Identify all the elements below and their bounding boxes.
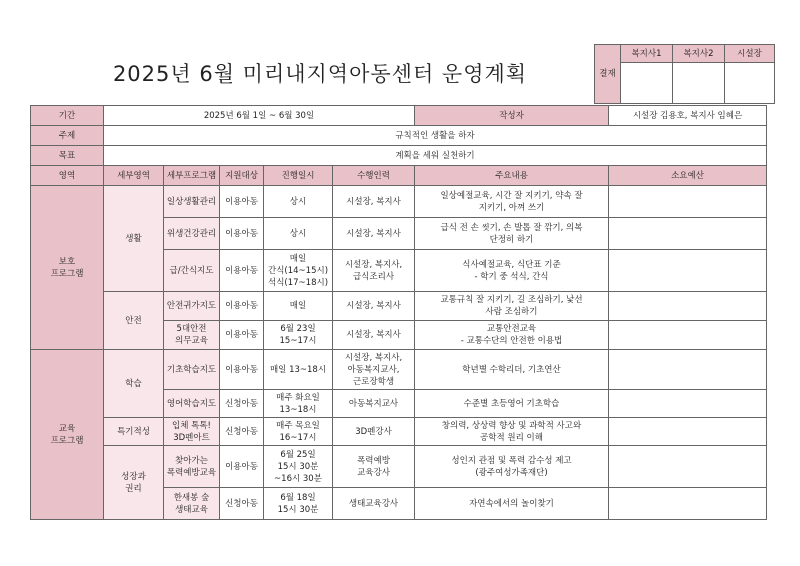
area-education: 교육 프로그램: [31, 350, 104, 520]
schedule-cell: 매주 목요일 16~17시: [264, 418, 333, 446]
column-header: 진행일시: [264, 166, 333, 186]
budget-cell: [609, 390, 767, 418]
schedule-cell: 매주 화요일 13~18시: [264, 390, 333, 418]
budget-cell: [609, 446, 767, 488]
period-label: 기간: [31, 106, 104, 126]
staff-cell: 시설장, 복지사: [333, 218, 415, 250]
content-cell: 수준별 초등영어 기초학습: [415, 390, 609, 418]
target-cell: 이용아동: [220, 446, 264, 488]
table-row: [31, 186, 767, 218]
content-cell: 일상예절교육, 시간 잘 지키기, 약속 잘 지키기, 아껴 쓰기: [415, 186, 609, 218]
program-cell: 기초학습지도: [164, 350, 220, 390]
approval-role: 복지사2: [673, 45, 725, 63]
author-label: 작성자: [415, 106, 609, 126]
schedule-cell: 매일 간식(14~15시) 석식(17~18시): [264, 250, 333, 292]
target-cell: 신청아동: [220, 390, 264, 418]
target-cell: 이용아동: [220, 292, 264, 321]
budget-cell: [609, 350, 767, 390]
author-value: 시설장 김용호, 복지사 임혜은: [609, 106, 767, 126]
approval-role: 복지사1: [621, 45, 673, 63]
staff-cell: 시설장, 복지사: [333, 292, 415, 321]
subarea-growth-rights: 성장과 권리: [104, 446, 164, 520]
content-cell: 학년별 수학리더, 기초연산: [415, 350, 609, 390]
approval-box: [594, 44, 775, 104]
document-title: 2025년 6월 미리내지역아동센터 운영계획: [112, 62, 528, 86]
column-header: 세부영역: [104, 166, 164, 186]
schedule-cell: 매일: [264, 292, 333, 321]
schedule-cell: 상시: [264, 218, 333, 250]
area-protection: 보호 프로그램: [31, 186, 104, 350]
content-cell: 교통안전교육 - 교통수단의 안전한 이용법: [415, 321, 609, 350]
theme-label: 주제: [31, 126, 104, 146]
table-row: [31, 446, 767, 488]
budget-cell: [609, 418, 767, 446]
schedule-cell: 6월 18일 15시 30분: [264, 488, 333, 520]
column-header: 주요내용: [415, 166, 609, 186]
schedule-cell: 상시: [264, 186, 333, 218]
goal-label: 목표: [31, 146, 104, 166]
staff-cell: 시설장, 복지사: [333, 321, 415, 350]
content-cell: 식사예절교육, 식단표 기준 - 학기 중 석식, 간식: [415, 250, 609, 292]
staff-cell: 3D펜강사: [333, 418, 415, 446]
subarea-talent: 특기적성: [104, 418, 164, 446]
column-header: 지원대상: [220, 166, 264, 186]
content-cell: 급식 전 손 씻기, 손 발톱 잘 깎기, 의복 단정히 하기: [415, 218, 609, 250]
budget-cell: [609, 321, 767, 350]
theme-value: 규칙적인 생활을 하자: [104, 126, 767, 146]
approval-sign-cell: [673, 63, 725, 104]
schedule-cell: 6월 25일 15시 30분 ~16시 30분: [264, 446, 333, 488]
target-cell: 이용아동: [220, 321, 264, 350]
budget-cell: [609, 186, 767, 218]
table-row: [31, 418, 767, 446]
content-cell: 자연속에서의 놀이찾기: [415, 488, 609, 520]
table-row: [31, 292, 767, 321]
staff-cell: 아동복지교사: [333, 390, 415, 418]
staff-cell: 폭력예방 교육강사: [333, 446, 415, 488]
staff-cell: 시설장, 복지사, 아동복지교사, 근로장학생: [333, 350, 415, 390]
target-cell: 이용아동: [220, 350, 264, 390]
staff-cell: 시설장, 복지사: [333, 186, 415, 218]
subarea-study: 학습: [104, 350, 164, 418]
plan-table: [30, 105, 767, 520]
budget-cell: [609, 218, 767, 250]
program-cell: 한새봉 숲 생태교육: [164, 488, 220, 520]
content-cell: 성인지 관점 및 폭력 감수성 제고 (광주여성가족재단): [415, 446, 609, 488]
program-cell: 일상생활관리: [164, 186, 220, 218]
budget-cell: [609, 488, 767, 520]
target-cell: 신청아동: [220, 418, 264, 446]
column-header: 영역: [31, 166, 104, 186]
column-header: 수행인력: [333, 166, 415, 186]
program-cell: 찾아가는 폭력예방교육: [164, 446, 220, 488]
column-header: 세부프로그램: [164, 166, 220, 186]
program-cell: 입체 톡톡! 3D펜아트: [164, 418, 220, 446]
goal-value: 계획을 세워 실천하기: [104, 146, 767, 166]
target-cell: 이용아동: [220, 218, 264, 250]
target-cell: 이용아동: [220, 250, 264, 292]
schedule-cell: 매일 13~18시: [264, 350, 333, 390]
table-row: [31, 350, 767, 390]
staff-cell: 생태교육강사: [333, 488, 415, 520]
approval-sign-cell: [725, 63, 775, 104]
program-cell: 위생건강관리: [164, 218, 220, 250]
budget-cell: [609, 292, 767, 321]
column-header: 소요예산: [609, 166, 767, 186]
program-cell: 5대안전 의무교육: [164, 321, 220, 350]
target-cell: 이용아동: [220, 186, 264, 218]
schedule-cell: 6월 23일 15~17시: [264, 321, 333, 350]
content-cell: 교통규칙 잘 지키기, 길 조심하기, 낯선 사람 조심하기: [415, 292, 609, 321]
content-cell: 창의력, 상상력 향상 및 과학적 사고와 공학적 원리 이해: [415, 418, 609, 446]
budget-cell: [609, 250, 767, 292]
staff-cell: 시설장, 복지사, 급식조리사: [333, 250, 415, 292]
approval-sign-cell: [621, 63, 673, 104]
period-value: 2025년 6월 1일 ~ 6월 30일: [104, 106, 415, 126]
program-cell: 안전귀가지도: [164, 292, 220, 321]
approval-role: 시설장: [725, 45, 775, 63]
program-cell: 급/간식지도: [164, 250, 220, 292]
approval-label: 결재: [595, 45, 621, 104]
subarea-safety: 안전: [104, 292, 164, 350]
target-cell: 신청아동: [220, 488, 264, 520]
program-cell: 영어학습지도: [164, 390, 220, 418]
subarea-life: 생활: [104, 186, 164, 292]
